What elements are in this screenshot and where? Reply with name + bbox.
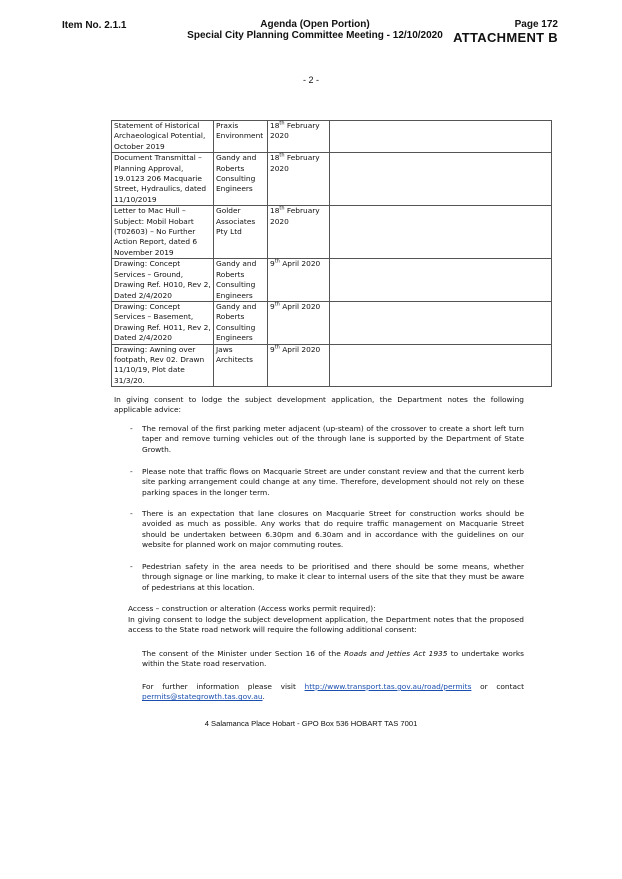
document-date-cell: [268, 121, 330, 153]
advice-item: Please note that traffic flows on Macquarie Street are under constant review and that the current kerb site parking arrangement could change at any time. Therefore, development should not rely on these parking spaces in the longer term.: [142, 467, 524, 497]
bullet-dash: -: [130, 467, 133, 476]
notes-cell: [330, 344, 552, 387]
document-author-cell: Praxis Environment: [214, 121, 268, 153]
document-title-cell: Drawing: Concept Services – Ground, Drawing Ref. H010, Rev 2, Dated 2/4/2020: [112, 259, 214, 302]
page-label: Page 172: [514, 19, 558, 30]
document-author-cell: Golder Associates Pty Ltd: [214, 206, 268, 259]
date-month-year: February 2020: [270, 153, 320, 173]
date-month-year: April 2020: [279, 344, 321, 354]
date-ordinal: th: [279, 205, 285, 212]
document-date-cell: [268, 259, 330, 302]
bullet-dash: -: [130, 562, 133, 571]
attachment-label: ATTACHMENT B: [453, 30, 558, 45]
date-day: 18: [270, 153, 280, 163]
permits-url-link[interactable]: http://www.transport.tas.gov.au/road/permits: [304, 682, 472, 691]
date-month-year: February 2020: [270, 121, 320, 141]
table-row: [112, 344, 552, 387]
meeting-line: Special City Planning Committee Meeting - 12/10/2020: [187, 30, 443, 41]
document-title-cell: Drawing: Awning over footpath, Rev 02. Drawn 11/10/19, Plot date 31/3/20.: [112, 344, 214, 387]
date-day: 18: [270, 121, 280, 130]
bullet-dash: -: [130, 424, 133, 433]
date-ordinal: th: [274, 258, 280, 265]
date-day: 9: [270, 301, 275, 311]
document-author-cell: Gandy and Roberts Consulting Engineers: [214, 259, 268, 302]
page-number: - 2 -: [302, 75, 319, 85]
document-title-cell: Letter to Mac Hull – Subject: Mobil Hobart (T02603) – No Further Action Report, dated 6 November 2019: [112, 206, 214, 259]
notes-cell: [330, 301, 552, 344]
further-info-before: For further information please visit: [142, 682, 305, 691]
further-info-paragraph: [142, 682, 524, 703]
date-day: 9: [270, 259, 275, 269]
date-ordinal: th: [279, 152, 285, 159]
document-title-cell: Drawing: Concept Services – Basement, Drawing Ref. H011, Rev 2, Dated 2/4/2020: [112, 301, 214, 344]
table-row: [112, 301, 552, 344]
agenda-heading: [170, 19, 460, 41]
table-row: [112, 206, 552, 259]
permits-email-link[interactable]: permits@stategrowth.tas.gov.au: [142, 692, 263, 702]
date-month-year: February 2020: [270, 206, 320, 226]
document-author-cell: Gandy and Roberts Consulting Engineers: [214, 153, 268, 206]
page-footer: 4 Salamanca Place Hobart - GPO Box 536 HOBART TAS 7001: [204, 719, 418, 728]
date-month-year: April 2020: [279, 301, 321, 311]
document-date-cell: [268, 344, 330, 387]
further-info-after: .: [262, 692, 265, 702]
table-row: [112, 121, 552, 153]
act-name: Roads and Jetties Act 1935: [344, 649, 448, 658]
document-title-cell: Statement of Historical Archaeological Potential, October 2019: [112, 121, 214, 153]
date-ordinal: th: [279, 120, 285, 127]
consent-paragraph: [142, 649, 524, 670]
consent-text-before: The consent of the Minister under Section 16 of the: [142, 649, 345, 658]
item-number: Item No. 2.1.1: [62, 20, 127, 31]
table-row: [112, 153, 552, 206]
date-ordinal: th: [274, 344, 280, 351]
date-ordinal: th: [274, 301, 280, 308]
documents-table: [111, 120, 552, 387]
notes-cell: [330, 153, 552, 206]
document-date-cell: [268, 301, 330, 344]
document-date-cell: [268, 206, 330, 259]
notes-cell: [330, 259, 552, 302]
further-info-middle: or contact: [471, 682, 524, 691]
bullet-dash: -: [130, 509, 133, 518]
agenda-line: Agenda (Open Portion): [260, 19, 370, 30]
page-label-block: [453, 19, 558, 45]
advice-item: Pedestrian safety in the area needs to be prioritised and there should be some means, whether through signage or line marking, to make it clear to internal users of the site that they must be aware of pedestrians at this location.: [142, 562, 524, 592]
consent-text-after: to undertake works within the State road reservation.: [142, 649, 524, 669]
document-title-cell: Document Transmittal – Planning Approval, 19.0123 206 Macquarie Street, Hydraulics, dated 11/10/2019: [112, 153, 214, 206]
notes-cell: [330, 206, 552, 259]
intro-paragraph: In giving consent to lodge the subject development application, the Department notes the following applicable advice:: [114, 395, 524, 415]
document-author-cell: Jaws Architects: [214, 344, 268, 387]
document-date-cell: [268, 153, 330, 206]
document-author-cell: Gandy and Roberts Consulting Engineers: [214, 301, 268, 344]
date-month-year: April 2020: [279, 259, 321, 269]
table-row: [112, 259, 552, 302]
notes-cell: [330, 121, 552, 153]
date-day: 18: [270, 206, 280, 216]
advice-item: There is an expectation that lane closures on Macquarie Street for construction works should be avoided as much as possible. Any works that do require traffic management on Macquarie Street should be undertaken between 6.30pm and 6.30am and in accordance with the guidelines on our website for planned work on major commuting routes.: [142, 509, 524, 550]
access-heading: Access – construction or alteration (Access works permit required):: [128, 604, 376, 613]
access-paragraph: In giving consent to lodge the subject development application, the Department notes that the proposed access to the State road network will require the following additional consent:: [128, 615, 524, 635]
advice-item: The removal of the first parking meter adjacent (up-steam) of the crossover to create a short left turn taper and remove turning vehicles out of the through lane is supported by the Department of State Growth.: [142, 424, 524, 454]
date-day: 9: [270, 344, 275, 354]
